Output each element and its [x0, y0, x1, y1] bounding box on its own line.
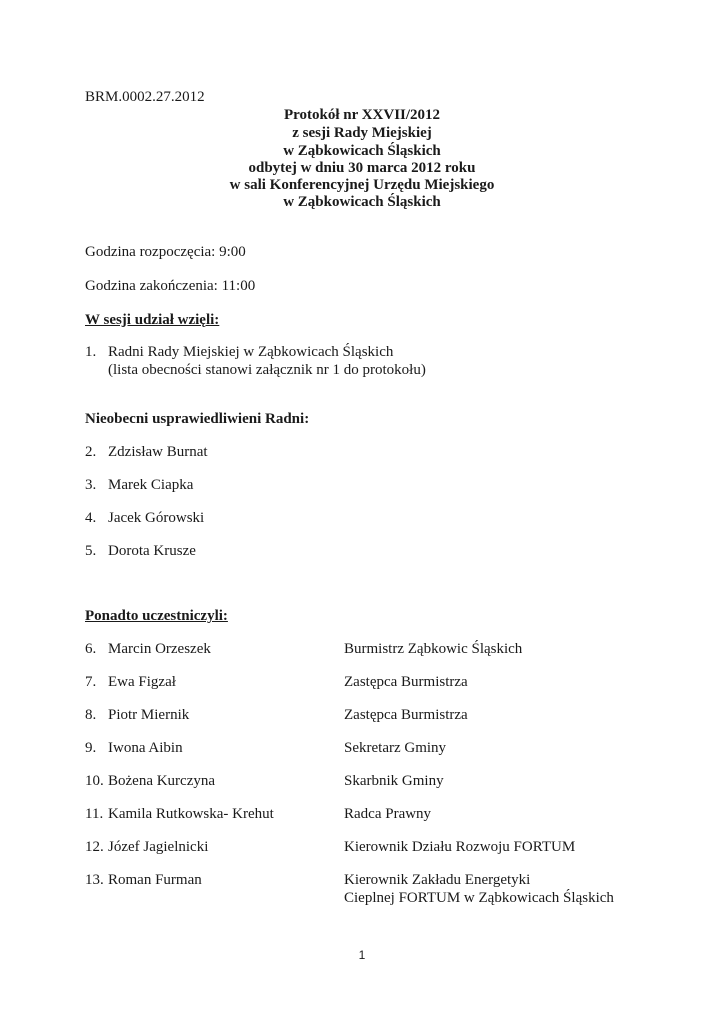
reference-number: BRM.0002.27.2012 — [85, 89, 205, 105]
person-name: Jacek Górowski — [108, 510, 205, 526]
end-time: Godzina zakończenia: 11:00 — [85, 278, 256, 294]
title-line: w Ząbkowicach Śląskich — [283, 194, 441, 210]
list-number: 9. — [85, 740, 97, 756]
person-role: Burmistrz Ząbkowic Śląskich — [344, 641, 523, 657]
person-role: Skarbnik Gminy — [344, 773, 444, 789]
list-text: (lista obecności stanowi załącznik nr 1 do protokołu) — [108, 362, 426, 378]
title-line: w Ząbkowicach Śląskich — [283, 143, 441, 159]
list-number: 2. — [85, 444, 97, 460]
person-name: Zdzisław Burnat — [108, 444, 208, 460]
start-time: Godzina rozpoczęcia: 9:00 — [85, 244, 246, 260]
title-line: z sesji Rady Miejskiej — [292, 125, 432, 141]
list-number: 6. — [85, 641, 97, 657]
list-number: 11. — [85, 806, 104, 822]
person-role: Sekretarz Gminy — [344, 740, 447, 756]
person-role: Radca Prawny — [344, 806, 432, 822]
participants-heading: W sesji udział wzięli: — [85, 312, 220, 328]
person-role: Zastępca Burmistrza — [344, 707, 468, 723]
person-role: Kierownik Zakładu Energetyki — [344, 872, 531, 888]
absent-heading: Nieobecni usprawiedliwieni Radni: — [85, 411, 310, 427]
person-name: Iwona Aibin — [108, 740, 183, 756]
person-name: Roman Furman — [108, 872, 202, 888]
person-name: Marcin Orzeszek — [108, 641, 211, 657]
list-number: 5. — [85, 543, 97, 559]
others-heading: Ponadto uczestniczyli: — [85, 608, 228, 624]
title-line: Protokół nr XXVII/2012 — [283, 107, 441, 123]
person-name: Piotr Miernik — [108, 707, 190, 723]
person-name: Bożena Kurczyna — [108, 773, 216, 789]
person-name: Dorota Krusze — [108, 543, 196, 559]
list-number: 12. — [85, 839, 104, 855]
title-line: odbytej w dniu 30 marca 2012 roku — [248, 160, 476, 176]
person-name: Kamila Rutkowska- Krehut — [108, 806, 274, 822]
list-number: 8. — [85, 707, 97, 723]
list-number: 13. — [85, 872, 104, 888]
list-number: 10. — [85, 773, 104, 789]
list-number: 4. — [85, 510, 97, 526]
person-name: Marek Ciapka — [108, 477, 194, 493]
person-role: Zastępca Burmistrza — [344, 674, 468, 690]
person-name: Ewa Figzał — [108, 674, 176, 690]
page-number: 1 — [358, 948, 366, 962]
person-role: Kierownik Działu Rozwoju FORTUM — [344, 839, 576, 855]
list-number: 7. — [85, 674, 97, 690]
person-name: Józef Jagielnicki — [108, 839, 209, 855]
list-number: 1. — [85, 344, 97, 360]
list-text: Radni Rady Miejskiej w Ząbkowicach Śląskich — [108, 344, 394, 360]
list-number: 3. — [85, 477, 97, 493]
person-role: Cieplnej FORTUM w Ząbkowicach Śląskich — [344, 890, 614, 906]
title-line: w sali Konferencyjnej Urzędu Miejskiego — [229, 177, 495, 193]
